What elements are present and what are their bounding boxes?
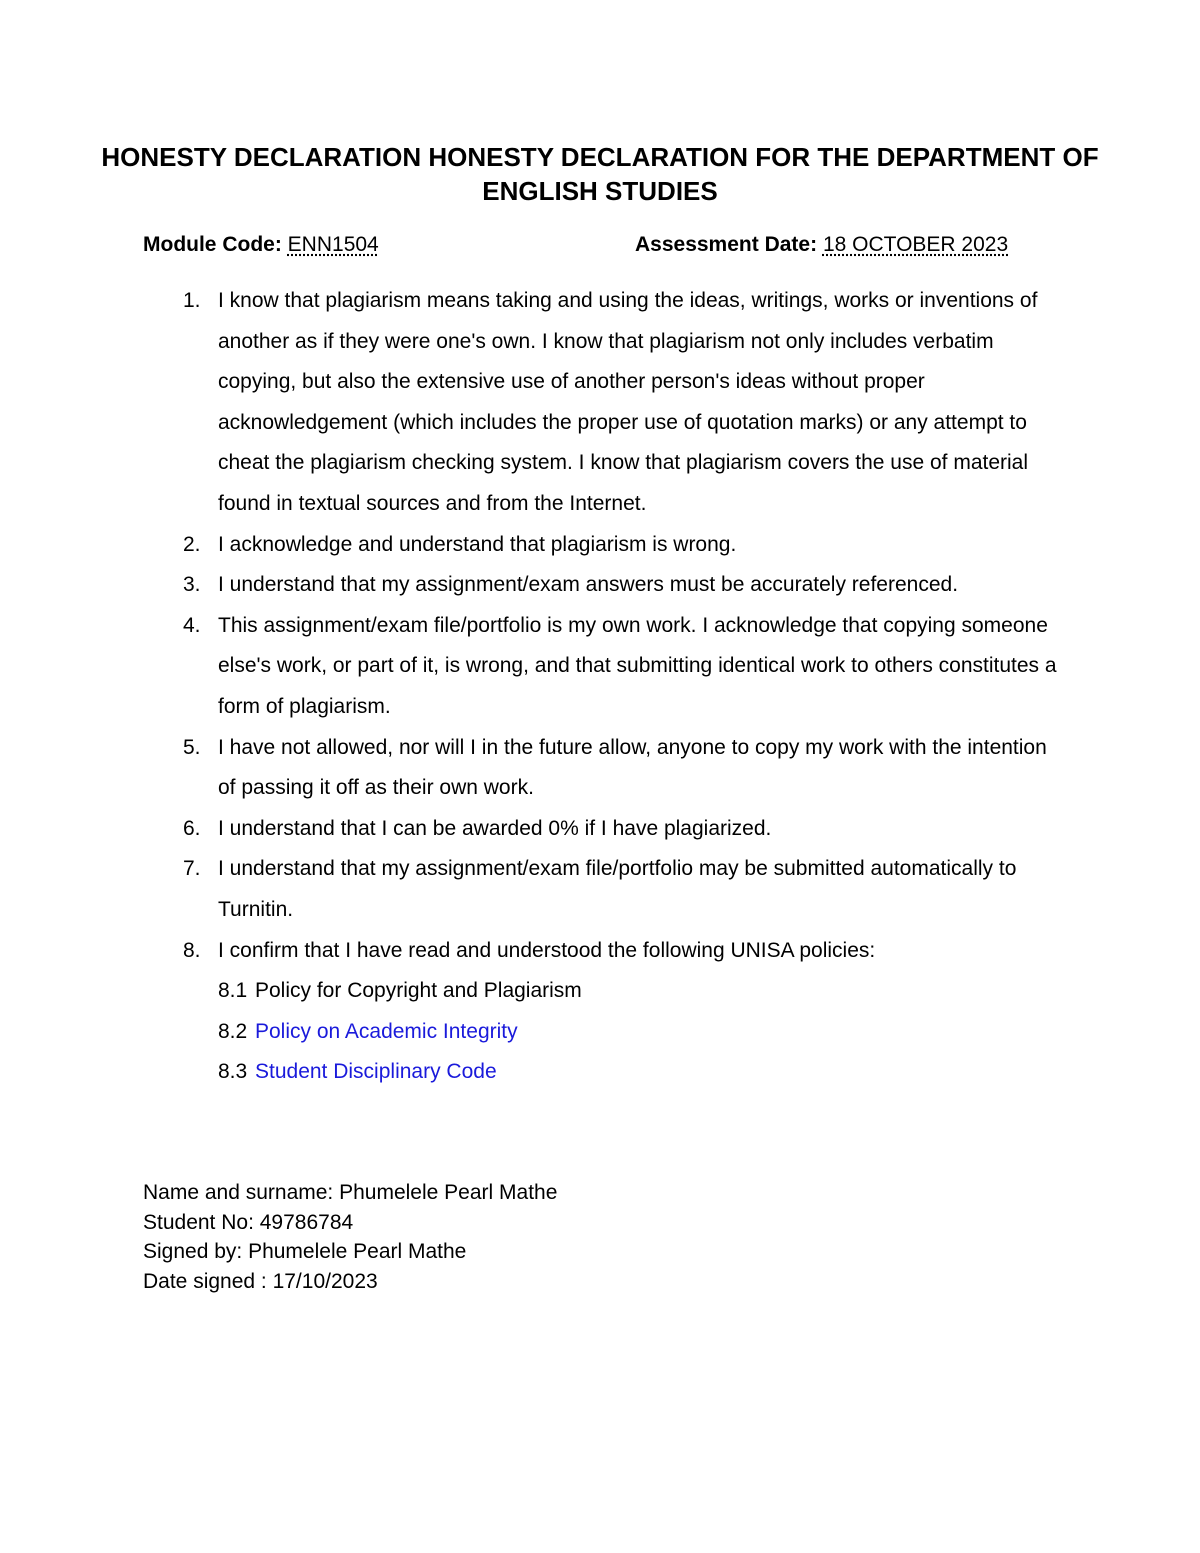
policy-list [218,971,1063,1093]
declaration-item [183,931,1063,1093]
declaration-item [183,728,1063,809]
item-number: 6. [183,816,201,840]
item-number: 2. [183,532,201,556]
policy-item [218,1012,1063,1053]
declaration-item [183,281,1063,525]
module-code-value: ENN1504 [287,233,379,256]
item-text: I understand that my assignment/exam file/portfolio may be submitted automatically to Turnitin. [218,857,1017,921]
declaration-item [183,606,1063,728]
item-number: 5. [183,735,201,759]
policy-number: 8.2 [218,1019,248,1043]
module-code-label: Module Code: [143,233,282,256]
policy-item [218,971,1063,1012]
item-number: 3. [183,573,201,597]
item-number: 4. [183,613,201,637]
item-text: I understand that I can be awarded 0% if I have plagiarized. [218,816,772,840]
declaration-item [183,565,1063,606]
module-code [143,230,379,260]
item-number: 1. [183,289,201,312]
item-text: I have not allowed, nor will I in the future allow, anyone to copy my work with the intention of passing it off as their own work. [218,735,1047,800]
declaration-item [183,525,1063,566]
item-text: I understand that my assignment/exam answers must be accurately referenced. [218,573,959,597]
assessment-date-value: 18 OCTOBER 2023 [822,233,1009,256]
declaration-list [183,281,1063,1093]
item-text: I confirm that I have read and understood the following UNISA policies: [218,938,876,962]
item-text: This assignment/exam file/portfolio is my own work. I acknowledge that copying someone else's work, or part of it, is wrong, and that submitting identical work to others constitutes a form of plagiarism. [218,613,1057,718]
assessment-date [635,230,1008,260]
policy-academic-integrity-link[interactable]: Policy on Academic Integrity [255,1019,518,1043]
page-title: HONESTY DECLARATION HONESTY DECLARATION FOR THE DEPARTMENT OF ENGLISH STUDIES [101,142,1099,206]
student-disciplinary-code-link[interactable]: Student Disciplinary Code [255,1060,497,1084]
signoff-block [143,1178,557,1296]
item-text: I know that plagiarism means taking and using the ideas, writings, works or inventions of another as if they were one's own. I know that plagiarism not only includes verbatim copying, but also the extensive use of another person's ideas without proper acknowledgement (which includes the proper use of quotation marks) or any attempt to cheat the plagiarism checking system. I know that plagiarism covers the use of material found in textual sources and from the Internet. [218,289,1038,515]
item-text: I acknowledge and understand that plagiarism is wrong. [218,532,737,556]
date-signed: Date signed : 17/10/2023 [143,1269,378,1293]
declaration-item [183,809,1063,850]
student-number: Student No: 49786784 [143,1210,354,1234]
name-and-surname: Name and surname: Phumelele Pearl Mathe [143,1181,558,1204]
item-number: 7. [183,857,201,881]
policy-copyright-plagiarism: Policy for Copyright and Plagiarism [255,979,582,1003]
item-number: 8. [183,938,201,962]
policy-number: 8.1 [218,979,248,1003]
assessment-date-label: Assessment Date: [635,233,818,256]
policy-item [218,1052,1063,1093]
policy-number: 8.3 [218,1060,248,1084]
declaration-item [183,849,1063,930]
signed-by: Signed by: Phumelele Pearl Mathe [143,1240,467,1263]
